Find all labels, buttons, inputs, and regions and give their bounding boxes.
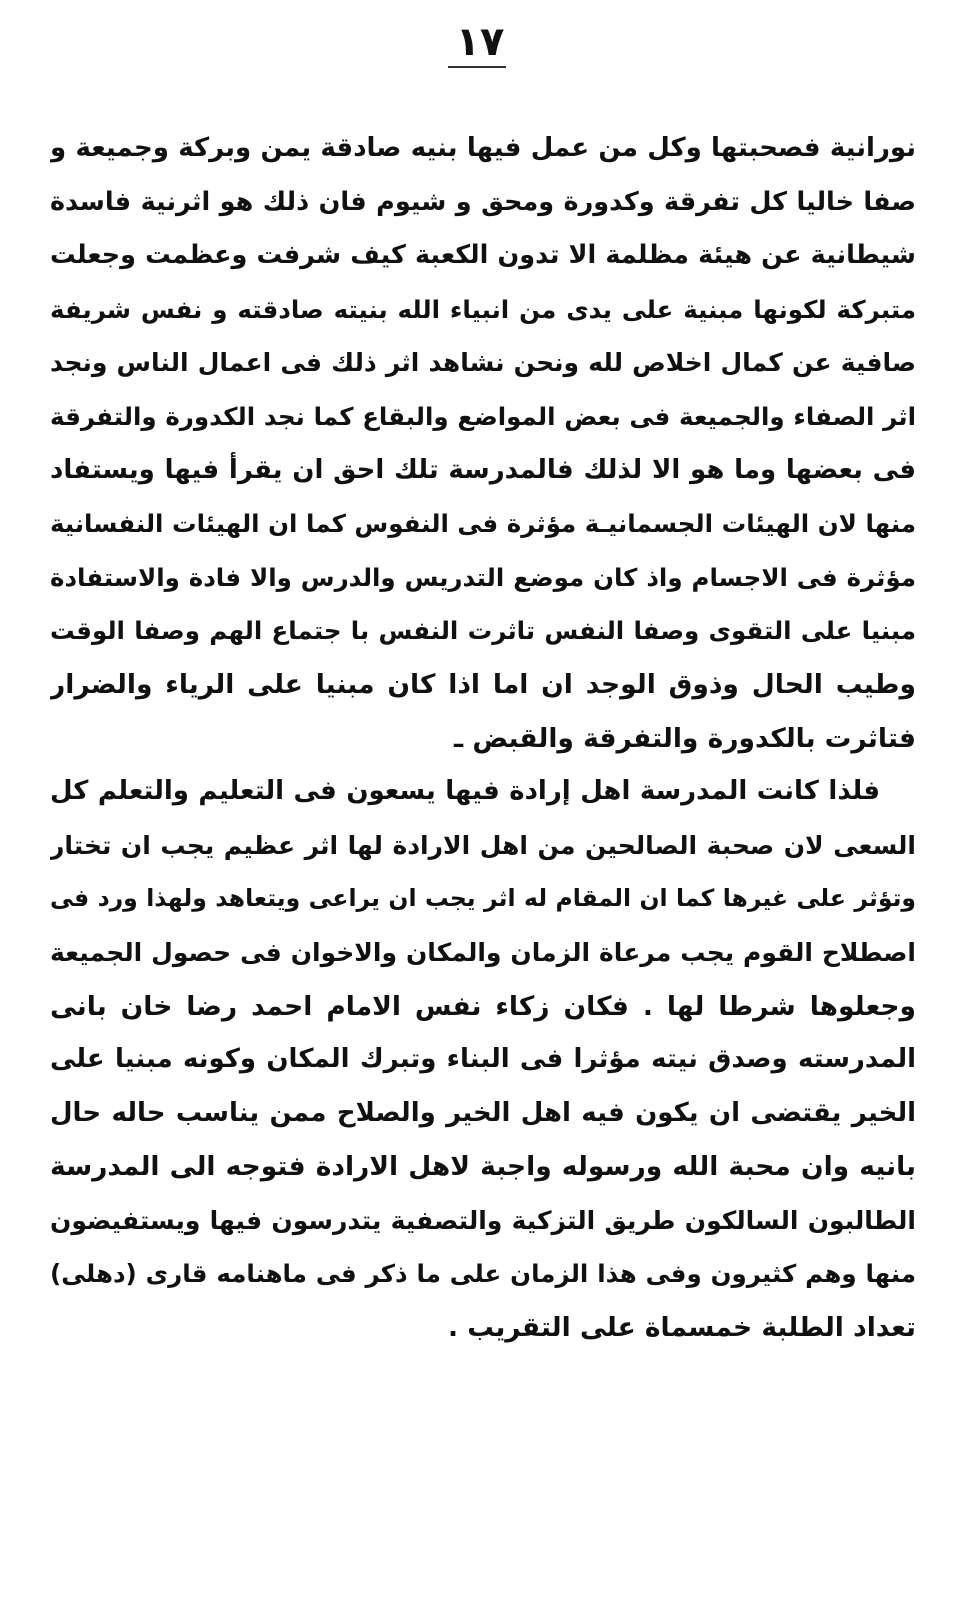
text-line: وتؤثر على غيرها كما ان المقام له اثر يجب ان يراعى ويتعاهد ولهذا ورد فى [50,884,916,913]
text-line: مؤثرة فى الاجسام واذ كان موضع التدريس والدرس والا فادة والاستفادة [50,562,916,592]
text-line: منها لان الهيئات الجسمانيـة مؤثرة فى النفوس كما ان الهيئات النفسانية [50,509,916,539]
text-line: وطيب الحال وذوق الوجد ان اما اذا كان مبنيا على الرياء والضرار [50,668,916,700]
page-number: ١٧ [455,19,505,65]
body-text [50,122,916,1355]
text-line: المدرسته وصدق نيته مؤثرا فى البناء وتبرك المكان وكونه مبنيا على [50,1044,916,1075]
text-line: منها وهم كثيرون وفى هذا الزمان على ما ذكر فى ماهنامه قارى (دهلى) [50,1259,916,1289]
text-line: صافية عن كمال اخلاص لله ونحن نشاهد اثر ذلك فى اعمال الناس ونجد [50,348,916,378]
page-number-underline [448,66,506,68]
text-line: بانيه وان محبة الله ورسوله واجبة لاهل الارادة فتوجه الى المدرسة [50,1151,916,1183]
text-line: صفا خاليا كل تفرقة وكدورة ومحق و شيوم فان ذلك هو اثرنية فاسدة [50,186,916,217]
text-line: تعداد الطلبة خمسماة على التقريب . [448,1312,916,1344]
text-line: فى بعضها وما هو الا لذلك فالمدرسة تلك احق ان يقرأ فيها ويستفاد [50,454,916,485]
text-line: الطالبون السالكون طريق التزكية والتصفية يتدرسون فيها ويستفيضون [50,1205,916,1235]
text-line: وجعلوها شرطا لها . فكان زكاء نفس الامام احمد رضا خان بانى [50,990,916,1022]
text-line: اثر الصفاء والجميعة فى بعض المواضع والبقاع كما نجد الكدورة والتفرقة [50,401,916,431]
text-line: السعى لان صحبة الصالحين من اهل الارادة لها اثر عظيم يجب ان تختار [50,830,916,860]
text-line: نورانية فصحبتها وكل من عمل فيها بنيه صادقة يمن وبركة وجميعة و [50,133,916,163]
paragraph-1 [50,122,916,765]
text-line: فتاثرت بالكدورة والتفرقة والقبض ـ [454,722,916,754]
text-line: مبنيا على التقوى وصفا النفس تاثرت النفس با جتماع الهم وصفا الوقت [50,616,916,646]
text-line: اصطلاح القوم يجب مرعاة الزمان والمكان والاخوان فى حصول الجميعة [50,937,916,967]
text-line: متبركة لكونها مبنية على يدى من انبياء الله بنيته صادقته و نفس شريفة [50,294,916,324]
paragraph-2 [50,765,916,1355]
text-line: الخير يقتضى ان يكون فيه اهل الخير والصلاح ممن يناسب حاله حال [50,1097,916,1128]
text-line: فلذا كانت المدرسة اهل إرادة فيها يسعون فى التعليم والتعلم كل [50,776,880,807]
text-line: شيطانية عن هيئة مظلمة الا تدون الكعبة كيف شرفت وعظمت وجعلت [50,240,916,271]
